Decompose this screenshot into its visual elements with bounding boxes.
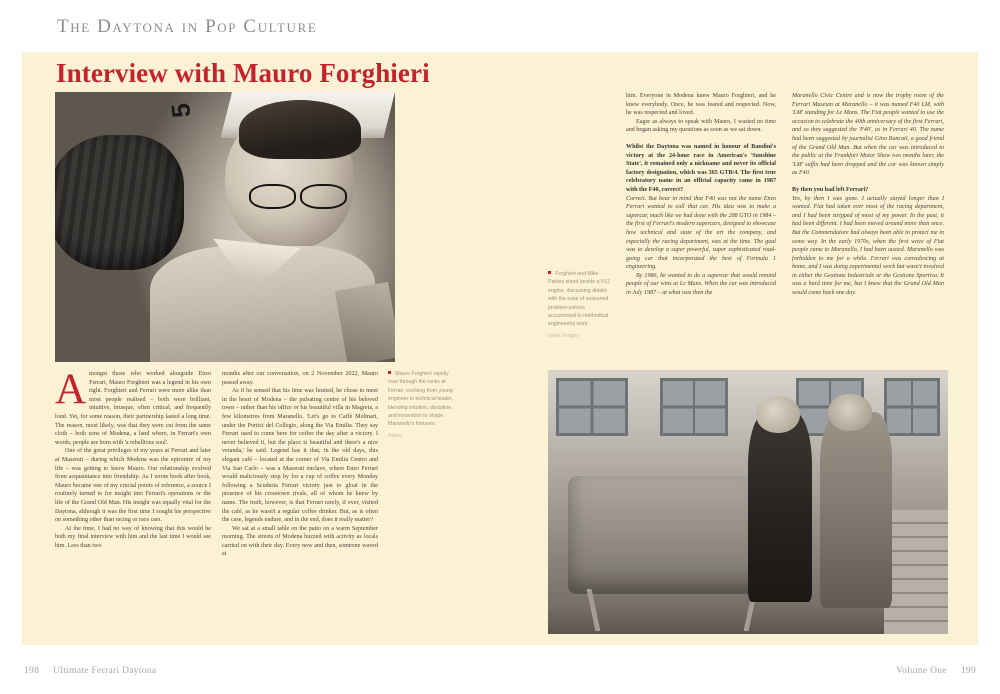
- interview-question: Whilst the Daytona was named in honour of Bandini's victory at the 24-hour race in American's 'Sunshine State', it remained only a nickname and never its official factory designation, which was 365 GTB/4. The first true celebratory name in an official capacity came in 1987 with the F40, correct?: [626, 143, 776, 193]
- left-column-one: [55, 366, 211, 550]
- window-pane: [884, 378, 940, 436]
- paragraph: him. Everyone in Modena knew Mauro Forghieri, and he knew everybody. Once, he was feared and respected. Now, he was respected and loved.: [626, 93, 776, 117]
- left-column-two: [222, 370, 378, 559]
- interview-answer: Yes, by then I was gone. I actually stayed longer than I wanted. Fiat had taken over most of the racing department, and I had been stripped of most of my power. In the past, it had been different. I had been moved around more than once. But the Commendatore had always been able to protect me in some way. In the early 1970s, when the first wave of Fiat people came to Maranello, I had been ousted. Maranello was forbidden to me for a while. Ferrari was convalescing at home, and I was doing experimental work but wasn't involved in either the Gestione Industriale or the Gestione Sportiva. It was a hard time for me, but I knew that the Grand Old Man would come back one day.: [792, 195, 944, 297]
- man-in-dark-suit: [748, 412, 812, 602]
- footer-left: [24, 666, 156, 676]
- footer-right: [896, 666, 976, 676]
- caption-text: Mauro Forghieri rapidly rose through the ranks at Ferrari, evolving from young engineer to technical leader, blending intuition, discipline, and innovation to shape Maranello's fortunes.: [388, 371, 453, 428]
- man-in-dark-suit-head: [756, 396, 800, 433]
- paragraph: One of the great privileges of my years at Ferrari and later at Maserati – during which Modena was the epicentre of my life – was getting to know Mauro. Our relationship evolved from acquaintance into friendship. As I wrote book after book, Mauro became one of my crucial points of reference, a source I routinely turned to for insight into Ferrari's operations or the life of the Grand Old Man. His insight was equally vital for the Daytona, although it was the first time I sought his perspective on something other than racing or race cars.: [55, 448, 211, 524]
- bullet-icon: [388, 371, 391, 374]
- volume-label: Volume One: [896, 666, 947, 676]
- page-background: [22, 52, 978, 645]
- v12-engine: [568, 476, 768, 595]
- man-in-light-suit: [820, 412, 892, 607]
- paragraph: At the time, I had no way of knowing that this would be both my final interview with him and the last time I would see him. Less than two: [55, 525, 211, 549]
- window-pane: [556, 378, 628, 436]
- interview-answer: Correct. But bear in mind that F40 was not the name Enzo Ferrari wanted to call that car. His idea was to make a supercar, much like we had done with the 288 GTO in 1984 – the first of Ferrari's modern supercars, designed to showcase how technical and state of the art the company, and especially the racing department, was at the time. The goal was to develop a super powerful, super sophisticated road-going car that incorporated the best of Formula 1 engineering.: [626, 195, 776, 271]
- glasses-icon: [249, 184, 348, 206]
- right-column-two: [792, 92, 944, 298]
- caption-text: Forghieri and Mike Parkes stand beside a V12 engine, discussing details with the ease of seasoned problem-solvers accustomed to methodical engineering work.: [548, 271, 611, 328]
- paragraph: As if he sensed that his time was limited, he chose to meet in the heart of Modena – the pulsating centre of his beloved town – rather than his office or his beautiful villa in Magreta, a few kilometres from Maranello. 'Let's go to Caffè Molinari, under the Portici del Collegio, along the Via Emilia. They say Ferrari used to come here for coffee the day after a victory. I never believed it, but the place is beautiful and there's a nice veranda,' he said. Legend has it that, in the old days, this elegant café – located at the corner of Via Emilia Centro and Via San Carlo – was a Maserati enclave, where Enzo Ferrari would maliciously stop by for a cup of coffee every Monday following a Scuderia Ferrari victory just to gloat in the presence of his crosstown rivals, all of whom he knew by name. The truth, however, is that Ferrari rarely, if ever, visited the café, as he wasn't a regular coffee drinker. But, as is often the case, legends endure, and in the end, does it really matter?: [222, 388, 378, 524]
- tyre-shape: [55, 135, 184, 270]
- caption-right-photo: [548, 270, 614, 340]
- paragraph: mongst those who worked alongside Enzo Ferrari, Mauro Forghieri was a legend in his own right. Forghieri and Ferrari were more alike than most people realised – both were brilliant, intuitive, brusque, often critical, and frequently loud. Yet, for some reason, their partnership lasted a long time. The reason, most likely, was that they were cut from the same cloth – both sons of Modena, a land where, in Ferrari's own words, people are born with 'a rebellious soul'.: [55, 371, 211, 446]
- book-title: Ultimate Ferrari Daytona: [53, 666, 157, 676]
- caption-left-photo: [388, 370, 456, 440]
- running-head: The Daytona in Pop Culture: [57, 16, 318, 37]
- bullet-icon: [548, 271, 551, 274]
- page-number-right: 199: [960, 666, 976, 676]
- photo-credit: Getty Images: [548, 332, 579, 339]
- paragraph: We sat at a small table on the patio on a warm September morning. The streets of Modena buzzed with activity as locals carried on with their day. Every now and then, someone waved at: [222, 525, 378, 558]
- photo-credit: Alamy: [388, 432, 403, 439]
- car-number: 5: [165, 101, 197, 120]
- photo-engine-workshop: [548, 370, 948, 634]
- filing-cabinet: [884, 510, 948, 634]
- interview-answer: By 1986, he wanted to do a supercar that would remind people of our wins at Le Mans. When the car was introduced in July 1987 – at what was then the: [626, 272, 776, 297]
- photo-forghieri-portrait: [55, 92, 395, 362]
- portrait-hair: [239, 100, 361, 159]
- page-number-left: 198: [24, 666, 40, 676]
- drop-cap: A: [55, 366, 87, 413]
- interview-answer: Maranello Civic Centre and is now the trophy room of the Ferrari Museum at Maranello – it was named F40 LM, with 'LM' standing for Le Mans. The Fiat people wanted to use the occasion to celebrate the 40th anniversary of the first Ferrari, and so they suggested the 'F40', as in Ferrari 40. The name had been suggested by journalist Gino Rancati, a good friend of the Grand Old Man. But when the car was introduced to the public at the Frankfurt Motor Show two months later, the 'LM' suffix had been dropped and the car was known simply as F40.: [792, 93, 944, 177]
- paragraph: Eager as always to speak with Mauro, I wasted no time and began asking my questions as soon as we sat down.: [626, 118, 776, 134]
- paragraph: months after our conversation, on 2 November 2022, Mauro passed away.: [222, 371, 378, 386]
- window-pane: [660, 378, 728, 436]
- interview-question: By then you had left Ferrari?: [792, 186, 869, 193]
- page-title: Interview with Mauro Forghieri: [56, 58, 430, 88]
- man-in-light-suit-head: [828, 394, 872, 431]
- engine-stand: [580, 589, 764, 631]
- right-column-one: [626, 92, 776, 298]
